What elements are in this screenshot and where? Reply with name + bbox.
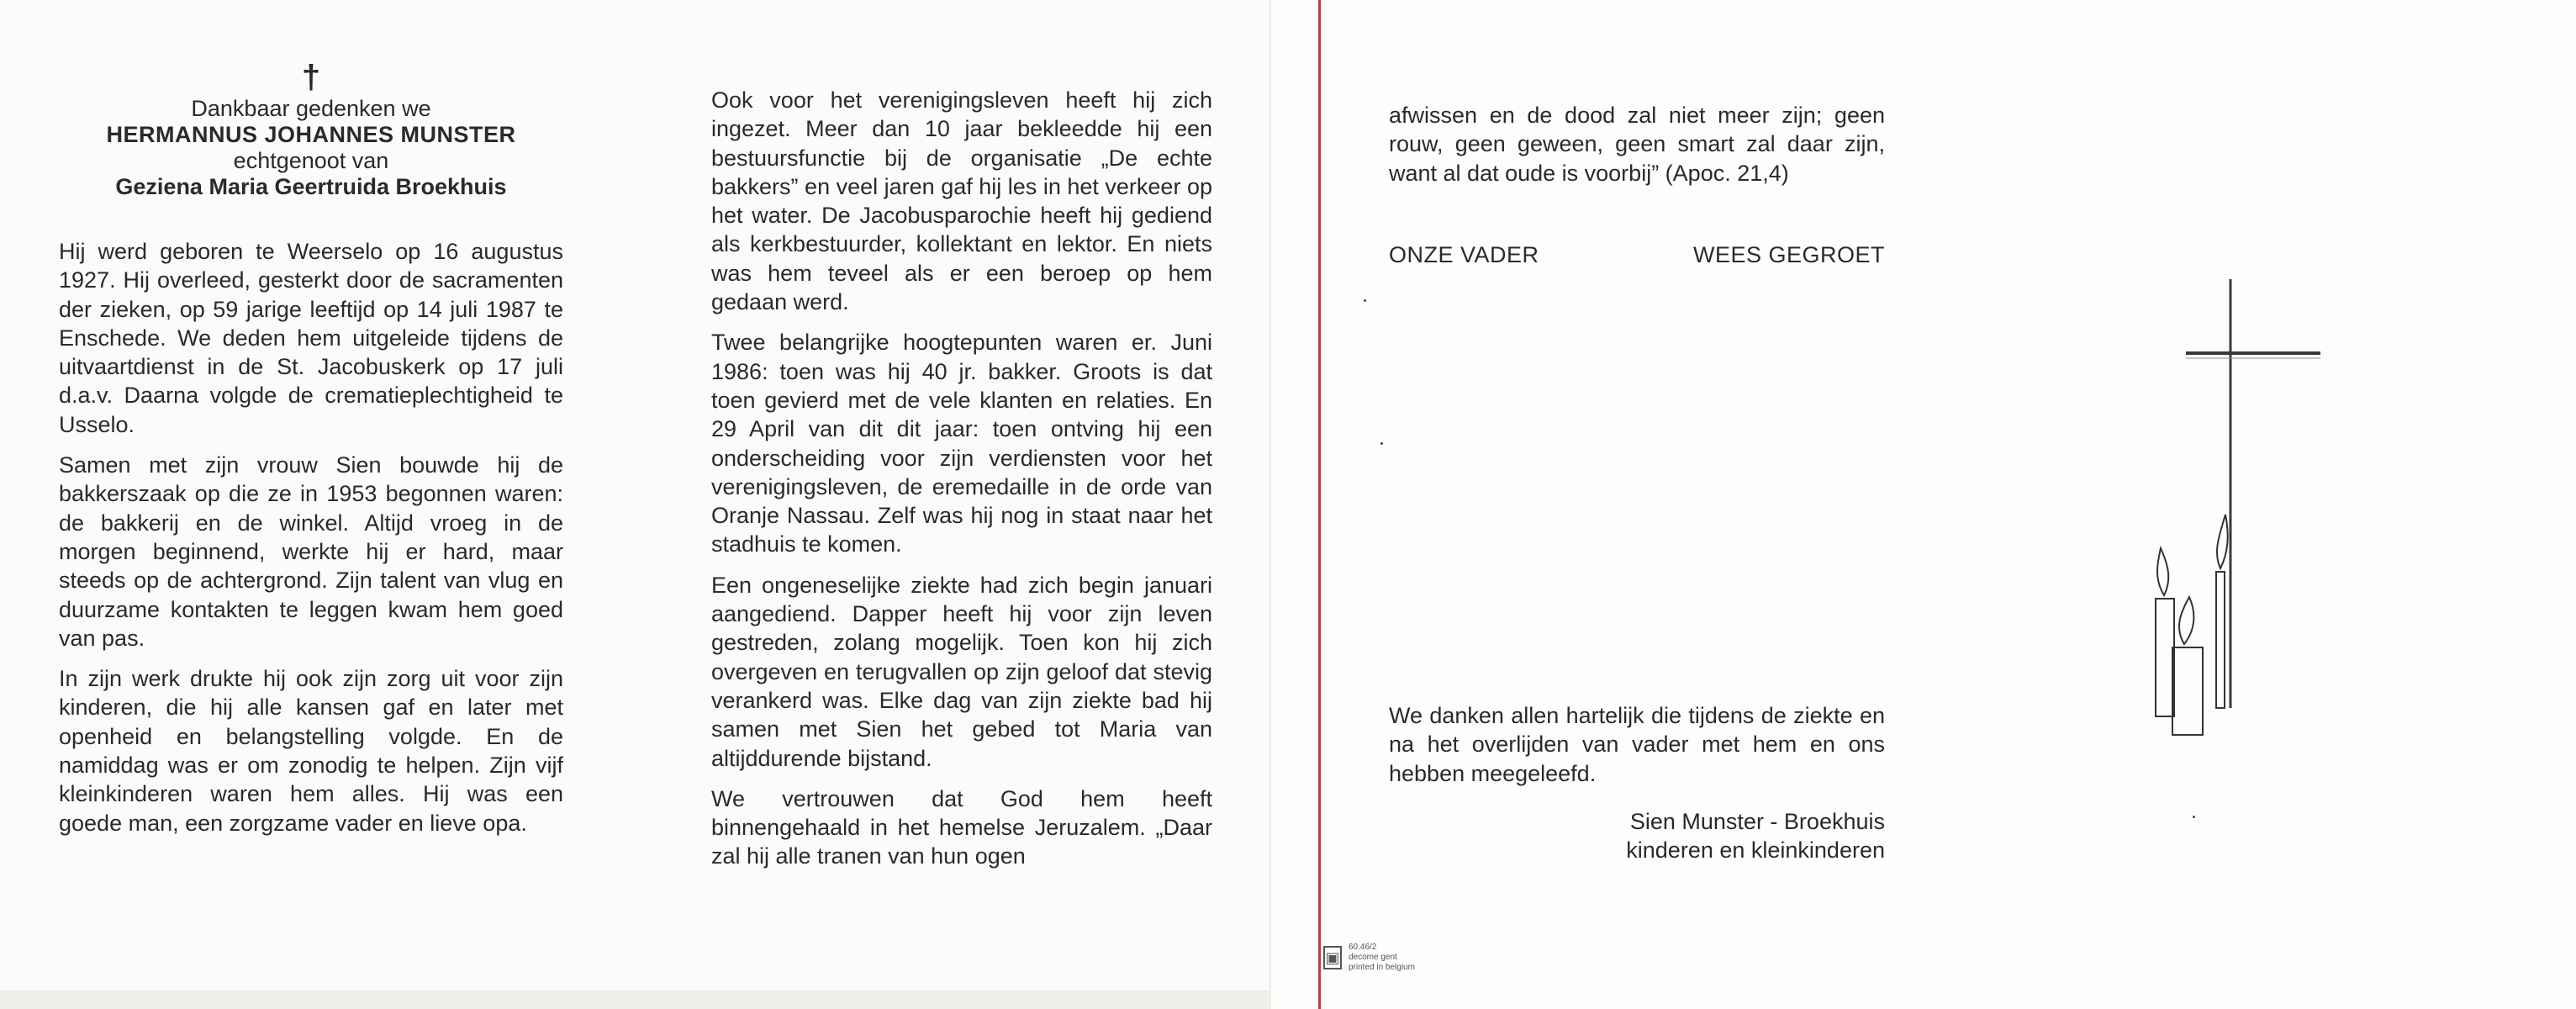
printer-country: printed in belgium xyxy=(1349,963,1415,972)
paragraph: Een ongeneselijke ziekte had zich begin januari aangediend. Dapper heeft hij voor zijn leven gestreden, zolang mogelijk. Toen kon hij zich overgeven en terugvallen op zijn geloof dat stevig verankerd was. Elke dag van zijn ziekte bad hij samen met Sien het gebed tot Maria van altijddurende bijstand. xyxy=(711,572,1212,771)
signature-line-1: Sien Munster - Broekhuis xyxy=(1629,809,1885,834)
paragraph: Hij werd geboren te Weerselo op 16 augustus 1927. Hij overleed, gesterkt door de sacramenten der zieken, op 59 jarige leeftijd op 14 juli 1987 te Enschede. We deden hem uitgeleide tijdens de uitvaartdienst in de St. Jacobuskerk op 17 juli d.a.v. Daarna volgde de crematieplechtigheid te Usselo. xyxy=(59,239,563,437)
printer-info xyxy=(1349,943,1415,973)
tall-candle-icon xyxy=(2216,515,2228,708)
printer-mark xyxy=(1323,938,1508,977)
cross-icon: † xyxy=(301,59,321,96)
printer-code: 60.46/2 xyxy=(1349,943,1377,952)
cross-and-candles-illustration xyxy=(2135,269,2337,740)
scan-edge xyxy=(0,991,1270,1009)
prayer-our-father: ONZE VADER xyxy=(1389,242,1539,267)
prayers-row xyxy=(1389,240,1885,269)
fold-line xyxy=(1318,0,1321,1009)
paragraph: Twee belangrijke hoogtepunten waren er. Juni 1986: toen was hij 40 jr. bakker. Groots is dat toen gevierd met de vele klanten en relaties. En 29 April van dit dit jaar: toen ontving hij een onderscheiding voor zijn verdiensten voor het verenigingsleven, de eremedaille in de orde van Oranje Nassau. Zelf was hij nog in staat naar het stadhuis te komen. xyxy=(711,330,1212,557)
paper-speck xyxy=(1380,442,1383,445)
spouse-name: Geziena Maria Geertruida Broekhuis xyxy=(115,174,507,199)
thank-you-note xyxy=(1389,701,1885,788)
paragraph: In zijn werk drukte hij ook zijn zorg uit voor zijn kinderen, die hij alle kansen gaf en later met openheid en belangstelling volgde. En de namiddag was er om zonodig te helpen. Zijn vijf kleinkinderen waren hem alles. Hij was een goede man, een zorgzame vader en lieve opa. xyxy=(59,666,563,836)
small-candle-icon xyxy=(2172,597,2203,735)
prayer-hail-mary: WEES GEGROET xyxy=(1692,242,1885,267)
paper-speck xyxy=(2193,816,2195,818)
paper-speck xyxy=(1364,299,1366,302)
biography-column-2 xyxy=(711,86,1212,883)
quote-text: afwissen en de dood zal niet meer zijn; geen rouw, geen geween, geen smart zal daar zijn, want al dat oude is voorbij” (Apoc. 21,4) xyxy=(1389,103,1885,186)
left-candle-icon xyxy=(2156,548,2174,716)
paragraph: We vertrouwen dat God hem heeft binnengehaald in het hemelse Jeruzalem. „Daar zal hij alle tranen van hun ogen xyxy=(711,785,1212,869)
thanks-text: We danken allen hartelijk die tijdens de ziekte en na het overlijden van vader met hem en ons hebben meegeleefd. xyxy=(1389,703,1885,786)
printer-logo-icon: ▣ xyxy=(1323,946,1342,969)
signature-line-2: kinderen en kleinkinderen xyxy=(1626,837,1885,864)
cross-icon xyxy=(2186,279,2320,708)
relation-line: echtgenoot van xyxy=(233,148,389,173)
bible-quote xyxy=(1389,101,1885,188)
memorial-header xyxy=(59,59,563,200)
paragraph: Ook voor het verenigingsleven heeft hij zich ingezet. Meer dan 10 jaar bekleedde hij een bestuursfunctie bij de organisatie „De echte bakkers” en veel jaren gaf hij les in het verkeer op het water. De Jacobusparochie heeft hij gediend als kerkbestuurder, kollektant en lektor. En niets was hem teveel als er een beroep op hem gedaan werd. xyxy=(711,87,1212,315)
intro-line: Dankbaar gedenken we xyxy=(191,96,431,121)
printer-name: decome gent xyxy=(1349,953,1397,962)
biography-column-1 xyxy=(59,237,563,849)
signature-block xyxy=(1389,807,1885,865)
deceased-name: HERMANNUS JOHANNES MUNSTER xyxy=(106,122,516,147)
paragraph: Samen met zijn vrouw Sien bouwde hij de bakkerszaak op die ze in 1953 begonnen waren: de bakkerij en de winkel. Altijd vroeg in de morgen beginnend, werkte hij er hard, maar steeds op de achtergrond. Zijn talent van vlug en duurzame kontakten te leggen kwam hem goed van pas. xyxy=(59,452,563,651)
